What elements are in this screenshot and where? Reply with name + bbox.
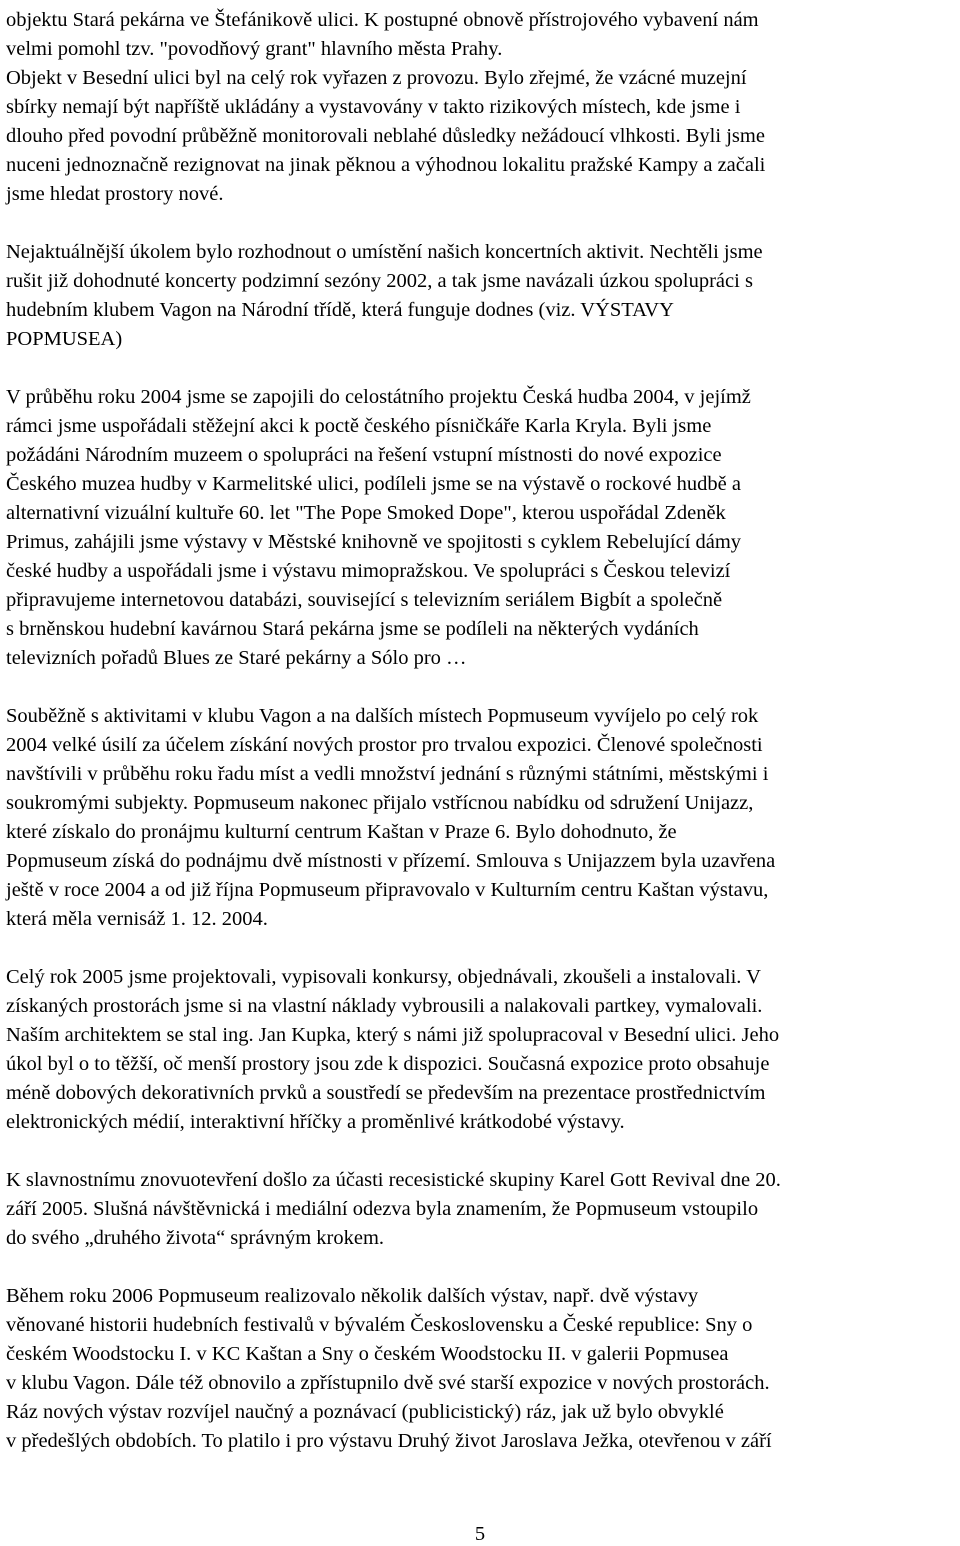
paragraph-3: V průběhu roku 2004 jsme se zapojili do celostátního projektu Česká hudba 2004, v jejímž rámci jsme uspořádali stěžejní akci k poctě českého písničkáře Karla Kryla. Byli jsme požádáni Národním muzeem o spolupráci na řešení vstupní místnosti do nové expozice Českého muzea hudby v Karmelitské ulici, podíleli jsme se na výstavě o rockové hudbě a alternativní vizuální kultuře 60. let "The Pope Smoked Dope", kterou uspořádal Zdeněk Primus, zahájili jsme výstavy v Městské knihovně ve spojitosti s cyklem Rebelující dámy české hudby a uspořádali jsme i výstavu mimopražskou. Ve spolupráci s Českou televizí připravujeme internetovou databázi, související s televizním seriálem Bigbít a společně s brněnskou hudební kavárnou Stará pekárna jsme se podíleli na některých vydáních televizních pořadů Blues ze Staré pekárny a Sólo pro …	[6, 386, 751, 669]
page-number: 5	[474, 1523, 486, 1545]
document-page	[6, 6, 956, 1485]
paragraph-1: objektu Stará pekárna ve Štefánikově ulici. K postupné obnově přístrojového vybavení nám velmi pomohl tzv. "povodňový grant" hlavního města Prahy. Objekt v Besední ulici byl na celý rok vyřazen z provozu. Bylo zřejmé, že vzácné muzejní sbírky nemají být napříště ukládány a vystavovány v takto rizikových místech, kde jsme i dlouho před povodní průběžně monitorovali neblahé důsledky nežádoucí vlhkosti. Byli jsme nuceni jednoznačně rezignovat na jinak pěknou a výhodnou lokalitu pražské Kampy a začali jsme hledat prostory nové.	[6, 9, 766, 205]
paragraph-4: Souběžně s aktivitami v klubu Vagon a na dalších místech Popmuseum vyvíjelo po celý rok 2004 velké úsilí za účelem získání nových prostor pro trvalou expozici. Členové společnosti navštívili v průběhu roku řadu míst a vedli množství jednání s různými státními, městskými i soukromými subjekty. Popmuseum nakonec přijalo vstřícnou nabídku od sdružení Unijazz, které získalo do pronájmu kulturní centrum Kaštan v Praze 6. Bylo dohodnuto, že Popmuseum získá do podnájmu dvě místnosti v přízemí. Smlouva s Unijazzem byla uzavřena ještě v roce 2004 a od již října Popmuseum připravovalo v Kulturním centru Kaštan výstavu, která měla vernisáž 1. 12. 2004.	[6, 705, 776, 930]
paragraph-5: Celý rok 2005 jsme projektovali, vypisovali konkursy, objednávali, zkoušeli a instalovali. V získaných prostorách jsme si na vlastní náklady vybrousili a nalakovali partkey, vymalovali. Naším architektem se stal ing. Jan Kupka, který s námi již spolupracoval v Besední ulici. Jeho úkol byl o to těžší, oč menší prostory jsou zde k dispozici. Současná expozice proto obsahuje méně dobových dekorativních prvků a soustředí se především na prezentace prostřednictvím elektronických médií, interaktivní hříčky a proměnlivé krátkodobé výstavy.	[6, 966, 780, 1133]
paragraph-2: Nejaktuálnější úkolem bylo rozhodnout o umístění našich koncertních aktivit. Nechtěli jsme rušit již dohodnuté koncerty podzimní sezóny 2002, a tak jsme navázali úzkou spolupráci s hudebním klubem Vagon na Národní třídě, která funguje dodnes (viz. VÝSTAVY POPMUSEA)	[6, 241, 763, 350]
paragraph-7: Během roku 2006 Popmuseum realizovalo několik dalších výstav, např. dvě výstavy věnované historii hudebních festivalů v bývalém Československu a České republice: Sny o českém Woodstocku I. v KC Kaštan a Sny o českém Woodstocku II. v galerii Popmusea v klubu Vagon. Dále též obnovilo a zpřístupnilo dvě své starší expozice v nových prostorách. Ráz nových výstav rozvíjel naučný a poznávací (publicistický) ráz, jak už bylo obvyklé v předešlých obdobích. To platilo i pro výstavu Druhý život Jaroslava Ježka, otevřenou v září	[6, 1285, 772, 1452]
paragraph-6: K slavnostnímu znovuotevření došlo za účasti recesistické skupiny Karel Gott Revival dne 20. září 2005. Slušná návštěvnická i mediální odezva byla znamením, že Popmuseum vstoupilo do svého „druhého života“ správným krokem.	[6, 1169, 781, 1249]
